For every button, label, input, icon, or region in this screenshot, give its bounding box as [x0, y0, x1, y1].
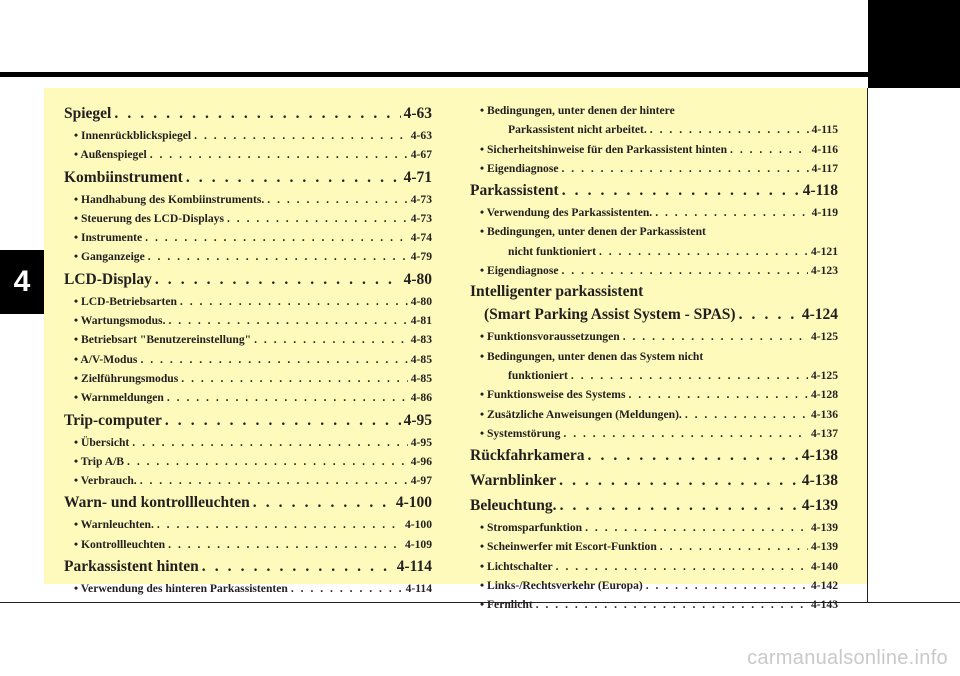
dot-leader: [165, 412, 401, 430]
toc-subentry[interactable]: [64, 231, 432, 250]
dot-leader: [132, 436, 407, 449]
toc-section[interactable]: [470, 182, 838, 206]
toc-subentry[interactable]: [64, 538, 432, 557]
dot-leader: [536, 598, 808, 611]
toc-subentry[interactable]: [64, 333, 432, 352]
toc-subentry[interactable]: [470, 540, 838, 559]
toc-column-left: [64, 104, 432, 601]
toc-subentry[interactable]: [470, 579, 838, 598]
toc-entry-title: • Kontrollleuchten: [74, 538, 165, 551]
toc-entry-title: • Eigendiagnose: [480, 264, 558, 277]
toc-page-number: 4-115: [811, 123, 838, 137]
corner-tab: [868, 0, 960, 88]
toc-page-number: 4-136: [810, 407, 838, 421]
toc-entry-title: funktioniert: [508, 368, 568, 382]
toc-subentry[interactable]: [470, 350, 838, 369]
toc-entry-title: • Steuerung des LCD-Displays: [74, 212, 224, 225]
toc-entry-title: Spiegel: [64, 105, 112, 122]
toc-entry-title: • Außenspiegel: [74, 148, 147, 161]
toc-subentry[interactable]: [64, 148, 432, 167]
toc-entry-title: Warn- und kontrollleuchten: [64, 494, 250, 512]
dot-leader: [561, 162, 808, 175]
dot-leader: [660, 540, 808, 553]
toc-subentry[interactable]: [470, 408, 838, 427]
toc-entry-title: Trip-computer: [64, 411, 162, 429]
toc-page-number: 4-125: [810, 330, 838, 344]
toc-subentry[interactable]: [470, 369, 838, 388]
dot-leader: [167, 391, 408, 404]
toc-subentry[interactable]: [64, 474, 432, 493]
toc-entry-title: Kombiinstrument: [64, 168, 183, 186]
dot-leader: [155, 271, 401, 289]
toc-page-number: 4-85: [410, 352, 432, 366]
toc-page-number: 4-67: [410, 148, 432, 162]
toc-entry-title: • Instrumente: [74, 231, 142, 244]
toc-page-number: 4-124: [801, 306, 838, 324]
dot-leader: [559, 472, 799, 490]
toc-subentry[interactable]: [470, 598, 838, 617]
toc-page-number: 4-80: [403, 270, 432, 288]
toc-page-number: 4-143: [810, 598, 838, 612]
toc-subentry[interactable]: [64, 391, 432, 410]
toc-entry-title: • Systemstörung: [480, 427, 560, 440]
toc-entry-title: Beleuchtung.: [470, 497, 557, 515]
margin-line: [867, 88, 868, 603]
toc-subentry[interactable]: [470, 560, 838, 579]
toc-entry-title: nicht funktioniert: [508, 244, 596, 258]
dot-leader: [571, 369, 808, 382]
dot-leader: [628, 388, 807, 401]
dot-leader: [685, 408, 808, 421]
dot-leader: [646, 579, 808, 592]
dot-leader: [739, 306, 799, 324]
toc-section[interactable]: [64, 271, 432, 295]
toc-page-number: 4-114: [405, 582, 432, 596]
toc-page-number: 4-95: [403, 411, 432, 429]
toc-page-number: 4-79: [410, 250, 432, 264]
toc-page-number: 4-86: [410, 391, 432, 405]
chapter-tab: 4: [0, 250, 44, 314]
toc-entry-title: • LCD-Betriebsarten: [74, 295, 177, 308]
dot-leader: [150, 148, 408, 161]
dot-leader: [168, 314, 407, 327]
toc-subentry[interactable]: [64, 455, 432, 474]
dot-leader: [267, 193, 407, 206]
toc-entry-title: • Betriebsart "Benutzereinstellung": [74, 333, 251, 346]
toc-page-number: 4-73: [410, 211, 432, 225]
toc-subentry[interactable]: [64, 372, 432, 391]
dot-leader: [140, 474, 408, 487]
toc-subentry[interactable]: [470, 264, 838, 283]
toc-entry-title: • Trip A/B: [74, 455, 124, 468]
toc-subentry[interactable]: [470, 427, 838, 446]
toc-entry-title: • Innenrückblickspiegel: [74, 129, 191, 142]
toc-subentry[interactable]: [470, 225, 838, 244]
dot-leader: [560, 497, 799, 515]
toc-column-right: [470, 104, 838, 618]
toc-page-number: 4-116: [811, 142, 838, 156]
dot-leader: [194, 129, 408, 142]
toc-subentry[interactable]: [64, 295, 432, 314]
toc-page-number: 4-95: [410, 435, 432, 449]
toc-subentry[interactable]: [470, 162, 838, 181]
toc-entry-title: • Zielführungsmodus: [74, 372, 178, 385]
dot-leader: [730, 143, 809, 156]
toc-subentry[interactable]: [470, 330, 838, 349]
toc-entry-title: • Warnmeldungen: [74, 391, 164, 404]
toc-page-number: 4-81: [410, 314, 432, 328]
toc-subentry[interactable]: [470, 388, 838, 407]
dot-leader: [140, 353, 407, 366]
dot-leader: [291, 582, 403, 595]
toc-subentry[interactable]: [470, 521, 838, 540]
toc-page-number: 4-117: [811, 161, 838, 175]
toc-entry-title: Rückfahrkamera: [470, 447, 585, 465]
watermark: carmanualsonline.info: [747, 647, 948, 669]
dot-leader: [186, 169, 401, 187]
toc-section[interactable]: [64, 105, 432, 129]
dot-leader: [556, 560, 808, 573]
toc-page-number: 4-73: [410, 192, 432, 206]
toc-page-number: 4-139: [810, 540, 838, 554]
dot-leader: [157, 518, 402, 531]
toc-entry-title: • Fernlicht: [480, 598, 533, 611]
toc-entry-title: • Links-/Rechtsverkehr (Europa): [480, 579, 643, 592]
toc-entry-title: Bedingungen, unter denen der hintere: [486, 104, 675, 117]
dot-leader: [181, 372, 407, 385]
dot-leader: [588, 447, 799, 465]
toc-subentry[interactable]: [64, 582, 432, 601]
toc-section[interactable]: [64, 558, 432, 582]
toc-entry-title: Parkassistent: [470, 182, 559, 200]
toc-entry-title: Bedingungen, unter denen der Parkassistent: [486, 225, 706, 239]
toc-entry-title: Parkassistent nicht arbeitet.: [508, 123, 647, 137]
toc-entry-title: • Lichtschalter: [480, 560, 553, 573]
toc-subentry[interactable]: [64, 212, 432, 231]
toc-subentry[interactable]: [64, 518, 432, 537]
toc-entry-title: • Warnleuchten.: [74, 518, 154, 531]
toc-page-number: 4-63: [403, 105, 432, 122]
toc-page-number: 4-74: [410, 231, 432, 245]
toc-page-number: 4-123: [810, 264, 838, 278]
toc-page-number: 4-118: [802, 182, 838, 200]
dot-leader: [180, 295, 408, 308]
dot-leader: [562, 182, 800, 200]
toc-page-number: 4-121: [810, 244, 838, 258]
toc-page-number: 4-85: [410, 371, 432, 385]
toc-entry-title: • Funktionsvoraussetzungen: [480, 330, 620, 343]
toc-section[interactable]: [64, 494, 432, 518]
dot-leader: [148, 250, 408, 263]
toc-entry-title: • Stromsparfunktion: [480, 521, 582, 534]
toc-entry-title: • Verwendung des Parkassistenten.: [480, 206, 652, 219]
toc-page-number: 4-140: [810, 559, 838, 573]
toc-entry-title: • Verwendung des hinteren Parkassistenten: [74, 582, 288, 595]
toc-subentry[interactable]: [470, 123, 838, 142]
toc-entry-title: Parkassistent hinten: [64, 558, 199, 576]
toc-page-number: 4-83: [410, 333, 432, 347]
toc-section[interactable]: [470, 497, 838, 521]
dot-leader: [623, 330, 808, 343]
toc-subentry[interactable]: [64, 193, 432, 212]
toc-subentry[interactable]: [470, 245, 838, 264]
toc-page-number: 4-139: [801, 497, 838, 515]
toc-entry-title: Intelligenter parkassistent: [470, 283, 644, 301]
toc-section[interactable]: [470, 472, 838, 496]
toc-entry-title: • Wartungsmodus.: [74, 314, 165, 327]
toc-subentry[interactable]: [470, 206, 838, 225]
dot-leader: [114, 105, 400, 123]
toc-entry-title: LCD-Display: [64, 270, 152, 288]
dot-leader: [253, 494, 393, 512]
toc-subentry[interactable]: [64, 314, 432, 333]
toc-entry-title: • Handhabung des Kombiinstruments.: [74, 193, 264, 206]
toc-section[interactable]: [64, 169, 432, 193]
dot-leader: [127, 455, 408, 468]
toc-entry-title: (Smart Parking Assist System - SPAS): [484, 306, 736, 324]
toc-page-number: 4-139: [810, 521, 838, 535]
toc-subentry[interactable]: [470, 104, 838, 123]
dot-leader: [227, 212, 408, 225]
toc-subentry[interactable]: [470, 143, 838, 162]
toc-page-number: 4-100: [404, 518, 432, 532]
toc-section[interactable]: [470, 283, 838, 305]
dot-leader: [563, 427, 808, 440]
toc-page-number: 4-80: [410, 294, 432, 308]
toc-subentry[interactable]: [64, 436, 432, 455]
toc-entry-title: • Eigendiagnose: [480, 162, 558, 175]
dot-leader: [202, 558, 394, 576]
top-rule: [0, 72, 868, 77]
toc-entry-title: • Übersicht: [74, 436, 129, 449]
toc-entry-title: Bedingungen, unter denen das System nicht: [486, 349, 704, 363]
toc-subentry[interactable]: [64, 250, 432, 269]
toc-page-number: 4-114: [396, 558, 432, 576]
toc-page-number: 4-138: [801, 447, 838, 465]
toc-section[interactable]: [470, 306, 838, 330]
toc-subentry[interactable]: [64, 129, 432, 148]
toc-entry-title: • Sicherheitshinweise für den Parkassistent hinten: [480, 143, 727, 156]
toc-page-number: 4-100: [395, 494, 432, 512]
toc-entry-title: • A/V-Modus: [74, 353, 137, 366]
toc-entry-title: • Scheinwerfer mit Escort-Funktion: [480, 540, 657, 553]
dot-leader: [599, 245, 808, 258]
toc-page-number: 4-63: [410, 129, 432, 142]
toc-page-number: 4-109: [404, 537, 432, 551]
toc-entry-title: Warnblinker: [470, 472, 557, 490]
dot-leader: [650, 123, 809, 136]
toc-page-number: 4-128: [810, 388, 838, 402]
toc-subentry[interactable]: [64, 353, 432, 372]
toc-entry-title: • Ganganzeige: [74, 250, 145, 263]
dot-leader: [561, 264, 807, 277]
dot-leader: [254, 333, 408, 346]
toc-section[interactable]: [64, 412, 432, 436]
toc-page-number: 4-96: [410, 454, 432, 468]
toc-entry-title: • Zusätzliche Anweisungen (Meldungen).: [480, 408, 682, 421]
toc-entry-title: • Funktionsweise des Systems: [480, 388, 625, 401]
toc-page-number: 4-138: [801, 472, 838, 490]
dot-leader: [145, 231, 408, 244]
toc-entry-title: • Verbrauch.: [74, 474, 137, 487]
toc-page-number: 4-97: [410, 474, 432, 488]
toc-page-number: 4-125: [810, 368, 838, 382]
dot-leader: [655, 206, 808, 219]
dot-leader: [585, 521, 808, 534]
toc-page-number: 4-119: [811, 206, 838, 220]
dot-leader: [168, 538, 402, 551]
toc-page-number: 4-137: [810, 426, 838, 440]
toc-page-number: 4-71: [403, 168, 432, 186]
toc-page-number: 4-142: [810, 579, 838, 593]
toc-section[interactable]: [470, 447, 838, 471]
